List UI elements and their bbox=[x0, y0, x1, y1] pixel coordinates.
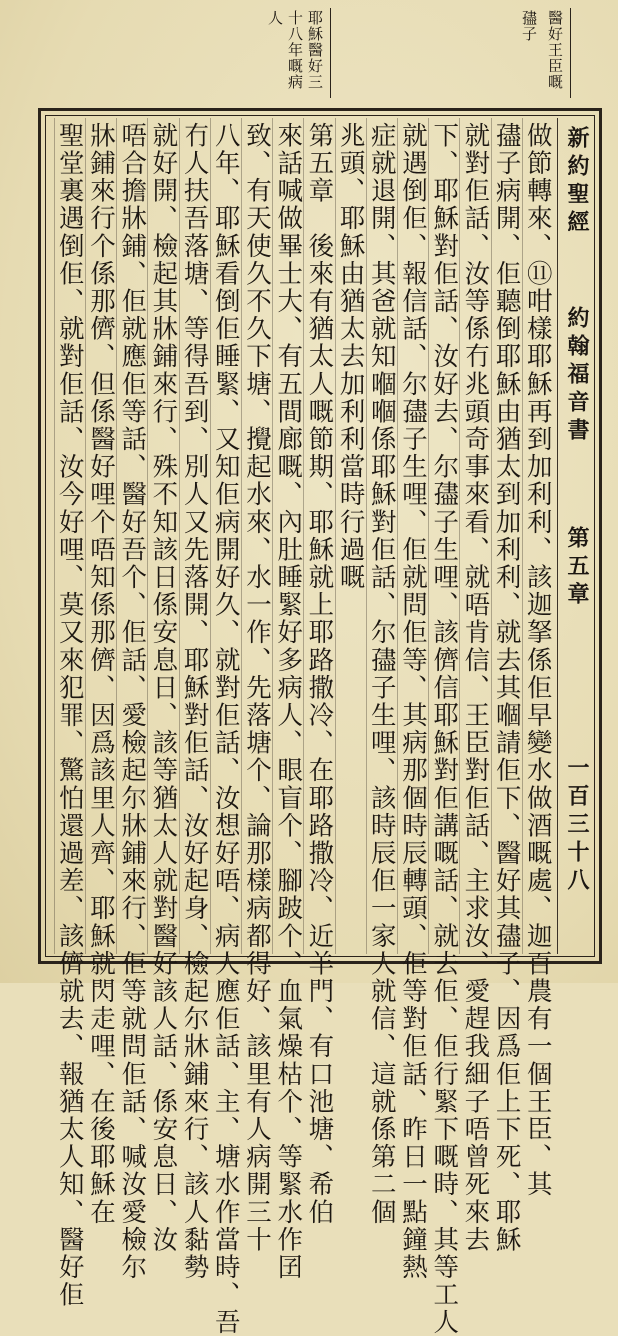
column-rule bbox=[303, 118, 304, 954]
margin-note-col: 耶穌醫好三 bbox=[306, 10, 324, 90]
page-number: 一百三十八 bbox=[564, 756, 590, 896]
column-rule bbox=[428, 118, 429, 954]
column-rule bbox=[491, 118, 492, 954]
text-column: 第五章 後來有猶太人嘅節期、耶穌就上耶路撒冷、在耶路撒冷、近羊門、有口池塘、希伯 bbox=[304, 122, 335, 1226]
column-rule bbox=[459, 118, 460, 954]
margin-note-col: 孻子 bbox=[520, 10, 538, 42]
column-rule bbox=[116, 118, 117, 954]
margin-note-rule bbox=[570, 8, 571, 98]
column-rule bbox=[179, 118, 180, 954]
text-column: 聖堂裏遇倒佢、就對佢話、汝今好哩、莫又來犯罪、驚怕還過差、該儕就去、報猶太人知、醫好佢 bbox=[54, 122, 85, 1309]
margin-note-col: 十八年嘅病 bbox=[286, 10, 304, 90]
text-column: 八年、耶穌看倒佢睡緊、又知佢病開好久、就對佢話、汝想好唔、病人應佢話、主、塘水作當時、吾 bbox=[210, 122, 241, 1336]
margin-note-col: 人 bbox=[266, 10, 284, 26]
column-rule bbox=[54, 118, 55, 954]
text-column: 下、耶穌對佢話、汝好去、尔孻子生哩、該儕信耶穌對佢講嘅話、就去佢、佢行緊下嘅時、其等工人 bbox=[429, 122, 460, 1336]
column-rule bbox=[335, 118, 336, 954]
text-column: 牀鋪來行个係那儕、但係醫好哩个唔知係那儕、因爲該里人齊、耶穌就閃走哩、在後耶穌在 bbox=[86, 122, 116, 1226]
column-rule bbox=[241, 118, 242, 954]
text-column: 冇人扶吾落塘、等得吾到、別人又先落開、耶穌對佢話、汝好起身、檢起尔牀鋪來行、該人黏勢 bbox=[179, 122, 210, 1282]
text-column: 致、有天使久不久下塘、攪起水來、水一作、先落塘个、論那樣病都得好、該里有人病開三十 bbox=[242, 122, 272, 1254]
header-rule bbox=[557, 118, 558, 954]
book-title: 新約聖經 bbox=[564, 126, 590, 238]
margin-note-col: 醫好王臣嘅 bbox=[546, 10, 564, 90]
column-rule bbox=[147, 118, 148, 954]
text-column: 兆頭、耶穌由猶太去加利利當時行過嘅 bbox=[335, 122, 366, 592]
gospel-title: 約翰福音書 bbox=[564, 306, 590, 446]
text-frame-inner bbox=[45, 115, 595, 1336]
text-column: 孻子病開、佢聽倒耶穌由猶太到加利利、就去其嗰請佢下、醫好其孻子、因爲佢上下死、耶穌 bbox=[491, 122, 522, 1254]
text-column: 就對佢話、汝等係冇兆頭奇事來看、就唔肯信、王臣對佢話、主求汝、愛趕我細子唔曾死來去 bbox=[460, 122, 491, 1254]
column-rule bbox=[85, 118, 86, 954]
column-rule bbox=[210, 118, 211, 954]
chapter-label: 第五章 bbox=[564, 526, 590, 610]
text-column: 來話喊做畢士大、有五間廊嘅、內肚睡緊好多病人、眼盲个、腳跛个、血氣燥枯个、等緊水作囝 bbox=[273, 122, 304, 1282]
text-frame bbox=[38, 108, 602, 1336]
text-column: 就好開、檢起其牀鋪來行、殊不知該日係安息日、該等猶太人就對醫好該人話、係安息日、汝 bbox=[148, 122, 179, 1254]
column-rule bbox=[272, 118, 273, 954]
text-column: 做節轉來、⑪咁樣耶穌再到加利利、該迦拏係佢早變水做酒嘅處、迦百農有一個王臣、其 bbox=[522, 122, 553, 1199]
text-column: 症就退開、其爸就知嗰嗰係耶穌對佢話、尔孻子生哩、該時辰佢一家人就信、這就係第二個 bbox=[366, 122, 397, 1226]
text-column: 就遇倒佢、報信話、尔孻子生哩、佢就問佢等、其病那個時辰轉頭、佢等對佢話、昨日一點鐘熱 bbox=[398, 122, 428, 1282]
column-rule bbox=[366, 118, 367, 954]
margin-note-rule bbox=[330, 8, 331, 98]
column-rule bbox=[397, 118, 398, 954]
text-column: 唔合擔牀鋪、佢就應佢等話、醫好吾个、佢話、愛檢起尔牀鋪來行、佢等就問佢話、喊汝愛檢尔 bbox=[117, 122, 148, 1282]
column-rule bbox=[522, 118, 523, 954]
